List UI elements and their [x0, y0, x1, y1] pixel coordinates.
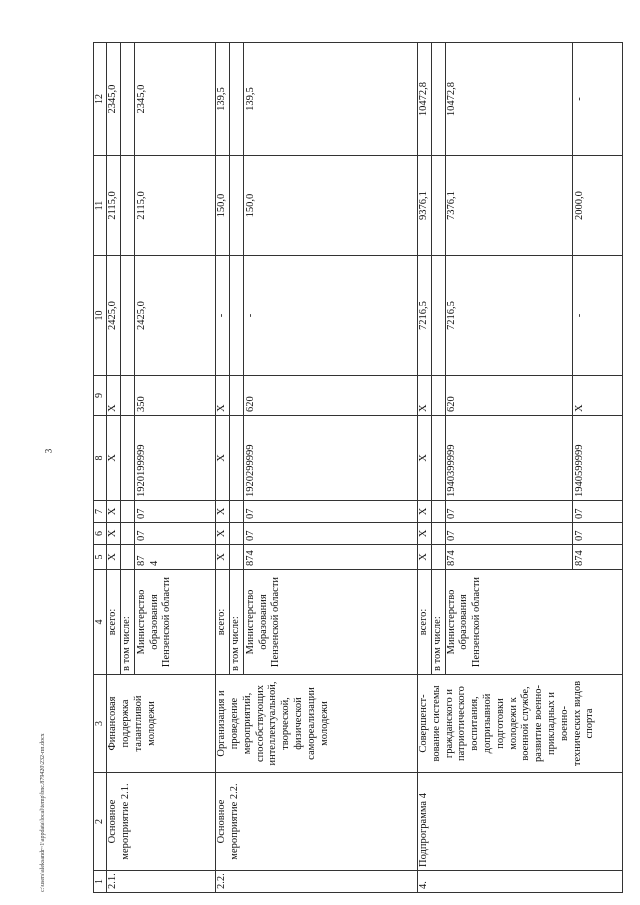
table-row — [216, 43, 230, 893]
measure-description: Организация и проведение мероприятий, способствующих интеллектуальной, творческой, физической самореализации молодежи — [216, 675, 418, 773]
cell: 1940399999 — [445, 416, 572, 501]
cell: 874 — [243, 545, 417, 570]
row-number: 2.2. — [216, 871, 418, 893]
header-cell: 8 — [94, 416, 107, 501]
cell: X — [418, 376, 432, 416]
cell: 7216,5 — [445, 256, 572, 376]
cell: 7216,5 — [418, 256, 432, 376]
cell: 10472,8 — [445, 43, 572, 156]
cell: X — [418, 545, 432, 570]
cell: 2345,0 — [134, 43, 215, 156]
cell: 620 — [445, 376, 572, 416]
executor: Министерство образования Пензенской области — [243, 570, 417, 675]
table-row — [418, 43, 432, 893]
cell: 07 — [445, 501, 572, 523]
cell: 2115,0 — [134, 156, 215, 256]
cell: 2115,0 — [107, 156, 121, 256]
cell: X — [418, 501, 432, 523]
cell: 07 — [134, 523, 215, 545]
total-label: всего: — [107, 570, 121, 675]
measure-name: Основное мероприятие 2.1. — [107, 773, 216, 871]
cell: 87 4 — [134, 545, 215, 570]
cell: 150,0 — [216, 156, 230, 256]
header-cell: 10 — [94, 256, 107, 376]
row-number: 2.1. — [107, 871, 216, 893]
measure-description: Совершенст-вование системы гражданского и патриотического воспитания, допризывной подготовки молодежи к военной службе, развитие военно-прикладных и военно-технических видов спорта — [418, 675, 623, 773]
cell: 150,0 — [243, 156, 417, 256]
cell: 1920199999 — [134, 416, 215, 501]
cell: 07 — [445, 523, 572, 545]
cell: - — [572, 43, 622, 156]
measure-description: Финансовая поддержка талантливой молодежи — [107, 675, 216, 773]
row-number: 4. — [418, 871, 623, 893]
cell: 2000,0 — [572, 156, 622, 256]
cell: - — [572, 256, 622, 376]
total-label: всего: — [418, 570, 432, 675]
header-cell: 5 — [94, 545, 107, 570]
budget-table — [93, 42, 623, 893]
cell: X — [107, 523, 121, 545]
cell: X — [107, 545, 121, 570]
cell: 620 — [243, 376, 417, 416]
including-label: в том числе: — [120, 570, 134, 675]
cell: 9376,1 — [418, 156, 432, 256]
header-cell: 1 — [94, 871, 107, 893]
cell: X — [107, 376, 121, 416]
cell: X — [107, 501, 121, 523]
cell: X — [216, 523, 230, 545]
cell: 7376,1 — [445, 156, 572, 256]
file-path-footer: c:\users\aleksandr~1\appdata\local\temp\bnc.879420\232-пп.docx — [40, 733, 46, 892]
cell: - — [216, 256, 230, 376]
cell: X — [216, 376, 230, 416]
cell: 07 — [572, 501, 622, 523]
including-label: в том числе: — [230, 570, 244, 675]
header-cell: 9 — [94, 376, 107, 416]
cell: 2345,0 — [107, 43, 121, 156]
cell: 874 — [445, 545, 572, 570]
cell: X — [216, 501, 230, 523]
header-cell: 4 — [94, 570, 107, 675]
cell: X — [418, 523, 432, 545]
cell: 1920299999 — [243, 416, 417, 501]
cell: 874 — [572, 545, 622, 570]
cell: X — [572, 376, 622, 416]
cell: 1940599999 — [572, 416, 622, 501]
header-cell: 6 — [94, 523, 107, 545]
cell: X — [107, 416, 121, 501]
header-cell: 3 — [94, 675, 107, 773]
cell: 07 — [134, 501, 215, 523]
including-label: в том числе: — [431, 570, 445, 675]
cell: 350 — [134, 376, 215, 416]
cell: 2425,0 — [107, 256, 121, 376]
total-label: всего: — [216, 570, 230, 675]
cell: 07 — [243, 523, 417, 545]
cell: 10472,8 — [418, 43, 432, 156]
page-number: 3 — [43, 448, 54, 454]
header-cell: 2 — [94, 773, 107, 871]
header-cell: 12 — [94, 43, 107, 156]
header-cell: 11 — [94, 156, 107, 256]
cell: 139,5 — [216, 43, 230, 156]
cell: 2425,0 — [134, 256, 215, 376]
cell: 07 — [243, 501, 417, 523]
header-cell: 7 — [94, 501, 107, 523]
table-row — [107, 43, 121, 893]
cell: X — [418, 416, 432, 501]
cell: 139,5 — [243, 43, 417, 156]
executor: Министерство образования Пензенской области — [445, 570, 622, 675]
executor: Министерство образования Пензенской области — [134, 570, 215, 675]
rotated-table-container — [93, 43, 623, 893]
cell: - — [243, 256, 417, 376]
cell: X — [216, 416, 230, 501]
subprogram-name: Подпрограмма 4 — [418, 773, 623, 871]
cell: X — [216, 545, 230, 570]
header-row — [94, 43, 107, 893]
measure-name: Основное мероприятие 2.2. — [216, 773, 418, 871]
cell: 07 — [572, 523, 622, 545]
